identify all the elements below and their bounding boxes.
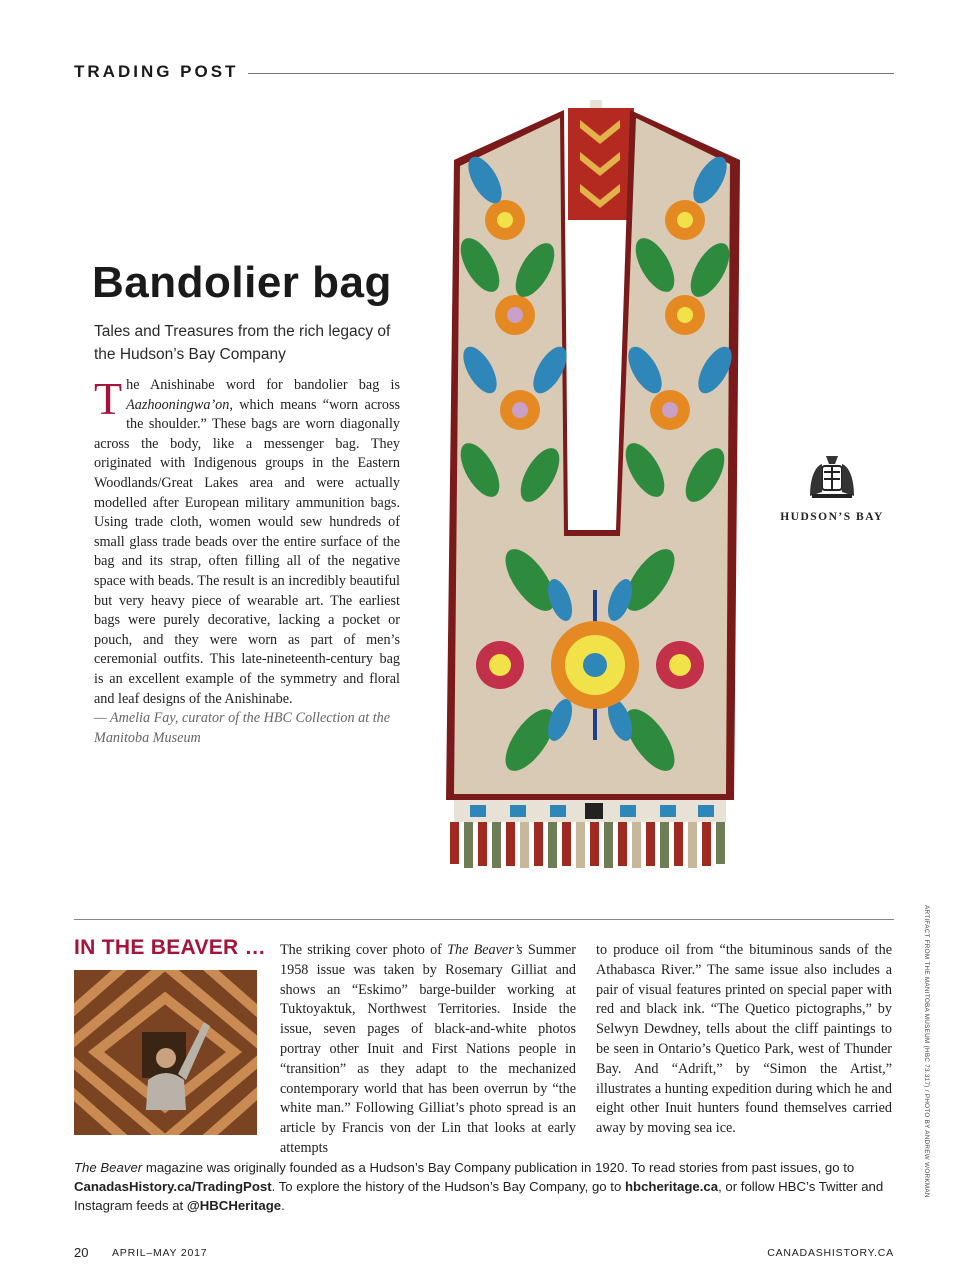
in-the-beaver-heading: IN THE BEAVER … (74, 936, 266, 959)
article-attribution: — Amelia Fay, curator of the HBC Collection at the Manitoba Museum (94, 710, 391, 746)
trading-post-link[interactable]: CanadasHistory.ca/TradingPost (74, 1179, 272, 1194)
article-title: Bandolier bag (92, 258, 392, 307)
footer-note-text-3: , or follow HBC’s Twitter and Instagram feeds at (74, 1179, 884, 1213)
body-italic-term: Aazhooningwa’on (126, 396, 230, 413)
body-text-part2: , which means “worn across the shoulder.” These bags are worn diagonally across the body, like a messenger bag. They originated with Indigenous groups in the Eastern Woodlands/Great Lakes area and were actually modelled after European military ammunition bags. Using trade cloth, women would sew hundreds of small glass trade beads over the entire surface of the bag and its strap, often filling all of the negative space with beads. The result is an incredibly beautiful but very heavy piece of wearable art. The earliest bags were purely decorative, lacking a pocket or pouch, and they were worn as part of men’s ceremonial outfits. This late-nineteenth-century bag is an excellent example of the symmetry and floral and leaf designs of the Anishinabe. (94, 396, 400, 707)
footer-note-text-1: magazine was originally founded as a Hudson’s Bay Company publication in 1920. To read stories from past issues, go to (142, 1160, 855, 1175)
drop-cap: T (94, 373, 123, 424)
beaver-col1-text-a: The striking cover photo of (280, 942, 448, 958)
footer-note-text-2: . To explore the history of the Hudson’s Bay Company, go to (271, 1179, 625, 1194)
section-label: TRADING POST (74, 62, 239, 81)
header-rule (248, 73, 894, 74)
hudsons-bay-logo (770, 452, 894, 522)
hbc-heritage-link[interactable]: hbcheritage.ca (624, 1179, 719, 1194)
photo-credit (918, 905, 932, 1205)
site-url: CANADASHISTORY.CA (767, 1247, 894, 1259)
photo-credit-text: ARTIFACT FROM THE MANITOBA MUSEUM (HBC 73.317) / PHOTO BY ANDREW WORKMAN (923, 905, 930, 1198)
beaver-col1-text-b: Summer 1958 issue was taken by Rosemary Gilliat and shows an “Eskimo” barge-builder working at Tuktoyaktuk, Northwest Territories. Inside the issue, seven pages of black-and-white photos portray other Inuit and First Nations people in “transition” as they adapt to the mechanized contemporary world that has been overrun by “the white man.” Following Gilliat’s photo spread is an article by Francis von der Lin that looks at early attempts (280, 942, 576, 1156)
barge-builder-photo (74, 970, 257, 1135)
article-body (94, 373, 400, 748)
bandolier-bag-image (440, 100, 740, 870)
footer-note (74, 1158, 904, 1215)
beaver-col1-italic: The Beaver’s (447, 942, 523, 958)
section-divider (74, 919, 894, 920)
beaver-column-2: to produce oil from “the bituminous sands of the Athabasca River.” The same issue also includes a pair of visual features printed on special paper with red and black ink. “The Quetico pictographs,” by Selwyn Dewdney, tells about the cliff paintings to be seen in Ontario’s Quetico Park, west of Thunder Bay. And “Adrift,” by “Simon the Artist,” illustrates a hunting expedition during which he and eight other Inuit hunters found themselves carried away by moving sea ice. (596, 942, 892, 1137)
body-text-part1: he Anishinabe word for bandolier bag is (126, 377, 400, 393)
beaver-column-1 (280, 941, 576, 1159)
issue-date: APRIL–MAY 2017 (112, 1247, 208, 1259)
footer-note-italic: The Beaver (74, 1160, 143, 1175)
page-number: 20 (74, 1245, 89, 1260)
coat-of-arms-icon (804, 452, 860, 504)
hbc-heritage-handle[interactable]: @HBCHeritage (186, 1198, 282, 1213)
article-subtitle: Tales and Treasures from the rich legacy of the Hudson’s Bay Company (94, 323, 391, 363)
footer-note-text-4: . (281, 1198, 285, 1213)
hudsons-bay-wordmark: HUDSON’S BAY (780, 511, 884, 523)
